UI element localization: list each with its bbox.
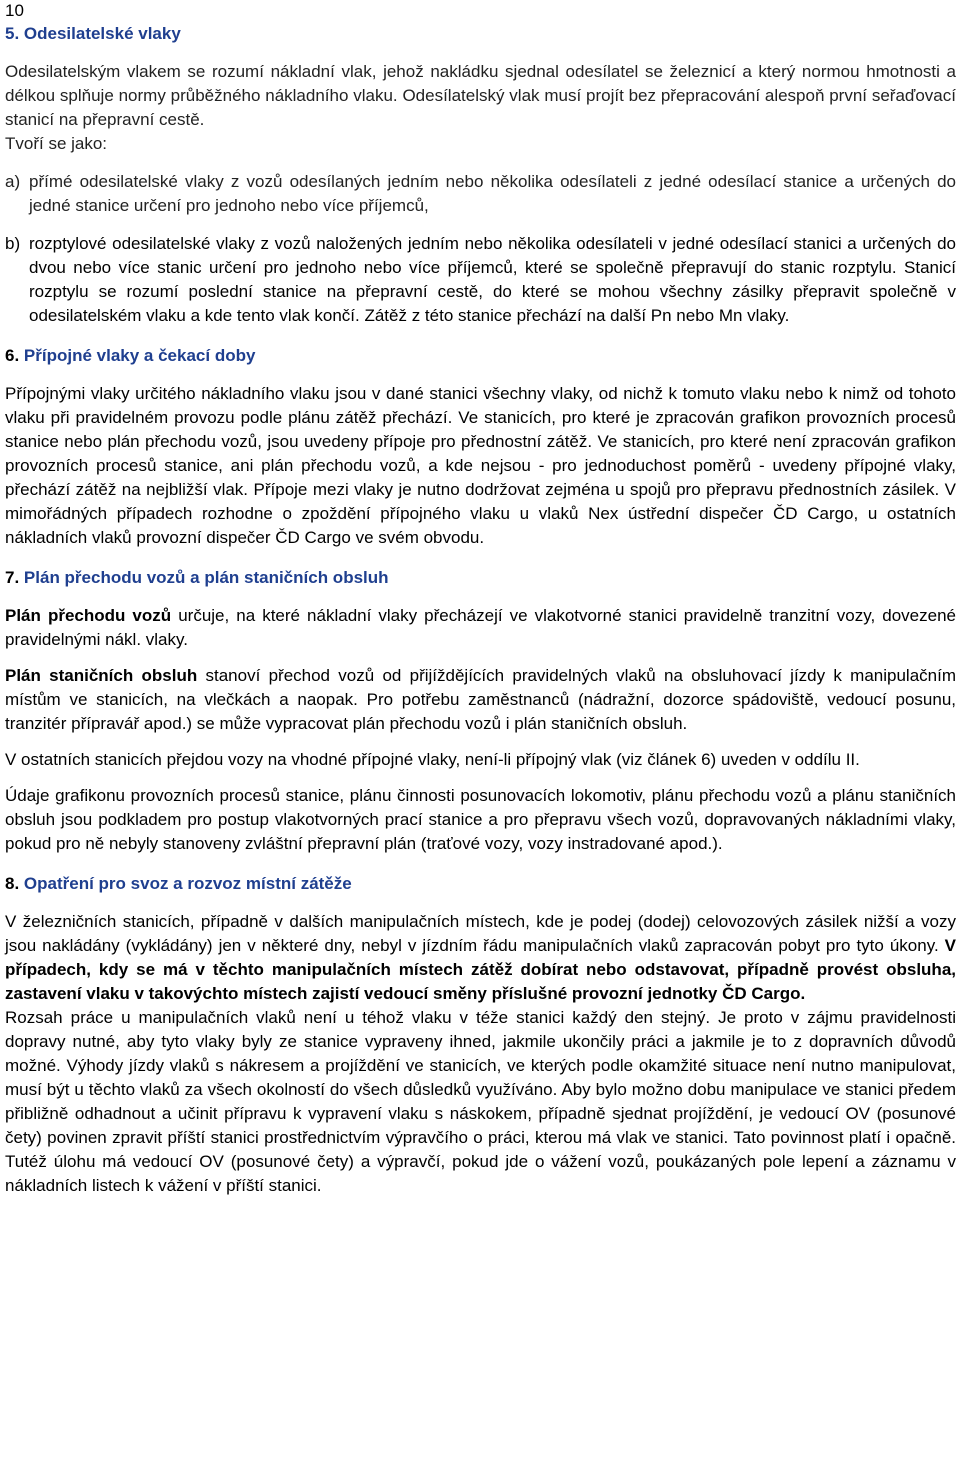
- section-7-number: 7.: [5, 568, 20, 587]
- section-8-title: Opatření pro svoz a rozvoz místní zátěže: [23, 874, 352, 893]
- section-7-paragraph-4: Údaje grafikonu provozních procesů stanice, plánu činnosti posunovacích lokomotiv, plánu přechodu vozů a plánu staničních obsluh jsou podkladem pro postup vlakotvorných prací stanice a pro přepravu všech vozů, dopravovaných nákladními vlaky, pokud pro ně nebyly stanoveny zvláštní přepravní plán (traťové vozy, vozy instradované apod.).: [5, 786, 956, 853]
- section-7-paragraph-1-text: určuje, na které nákladní vlaky přecházejí ve vlakotvorné stanici pravidelně tranzitní vozy, dovezené pravidelnými nákl. vlaky.: [5, 606, 956, 649]
- list-item-a: [5, 170, 956, 218]
- list-item-b: [5, 232, 956, 328]
- term-plan-prechodu: Plán přechodu vozů: [5, 606, 172, 625]
- list-item-b-text: rozptylové odesilatelské vlaky z vozů naložených jedním nebo několika odesílateli v jedné odesílací stanici a určených do dvou nebo více stanic určení pro jednoho nebo více příjemců, které se společně přepravují do stanic rozptylu. Stanicí rozptylu se rozumí poslední stanice na přepravní cestě, do které se mohou všechny zásilky přepravit společně v odesilatelském vlaku a kde tento vlak končí. Zátěž z této stanice přechází na další Pn nebo Mn vlaky.: [29, 234, 956, 325]
- section-8-paragraph-1: [5, 910, 956, 1006]
- section-7-paragraph-2-text: stanoví přechod vozů od přijíždějících pravidelných vlaků na obsluhovací jízdy k manipulačním místům ve stanicích, na vlečkách a naopak. Pro potřebu zaměstnanců (nádražní, dozorce spádoviště, vedoucí posunu, tranzitér přípravář apod.) se může vypracovat plán přechodu vozů i plán staničních obsluh.: [5, 666, 956, 733]
- section-5-paragraph-2: Tvoří se jako:: [5, 134, 108, 153]
- list-item-a-label: a): [5, 172, 21, 191]
- section-7-paragraph-2: [5, 664, 956, 736]
- section-8-paragraph-2: Rozsah práce u manipulačních vlaků není u téhož vlaku v téže stanici každý den stejný. Je proto v zájmu pravidelnosti dopravy nutné, aby tyto vlaky byly ze stanice vypraveny ihned, jakmile ukončily práci a jakmile je to z dopravních důvodů možné. Výhody jízdy vlaků s nákresem a projíždění ve stanicích, ve kterých podle okamžité situace není nutno manipulovat, musí být u těchto vlaků za všech okolností do všech důsledků využíváno. Aby bylo možno dobu manipulace ve stanici předem přibližně odhadnout a učinit přípravu k vypravení vlaku s náskokem, případně sjednat projíždění, je vedoucí OV (posunové čety) povinen zpravit příští stanici prostřednictvím výpravčího o práci, kterou má vlak ve stanici. Tato povinnost platí i opačně. Tutéž úlohu má vedoucí OV (posunové čety) a výpravčí, pokud jde o vážení vozů, poukázaných pole lepení a záznamu v nákladních listech k vážení v příští stanici.: [5, 1008, 956, 1195]
- list-item-b-label: b): [5, 234, 21, 253]
- section-7-paragraph-3: V ostatních stanicích přejdou vozy na vhodné přípojné vlaky, není-li přípojný vlak (viz článek 6) uveden v oddílu II.: [5, 750, 860, 769]
- section-8-heading: [5, 872, 956, 896]
- section-7-heading: [5, 566, 956, 590]
- section-8-paragraph-1-text: V železničních stanicích, případně v dalších manipulačních místech, kde je podej (dodej) celovozových zásilek nižší a vozy jsou nakládány (vykládány) jen v některé dny, nebyl v jízdním řádu manipulačních vlaků zapracován pobyt pro tyto úkony.: [5, 912, 956, 955]
- document-page: [5, 0, 956, 1198]
- page-number: 10: [5, 1, 24, 20]
- section-6-number: 6.: [5, 346, 20, 365]
- list-item-a-text: přímé odesilatelské vlaky z vozů odesílaných jedním nebo několika odesílateli z jedné odesílací stanice a určených do jedné stanice určení pro jednoho nebo více příjemců,: [29, 172, 956, 215]
- section-7-title: Plán přechodu vozů a plán staničních obsluh: [23, 568, 389, 587]
- section-6-title: Přípojné vlaky a čekací doby: [23, 346, 256, 365]
- section-5-heading: 5. Odesilatelské vlaky: [5, 24, 181, 43]
- section-6-heading: [5, 344, 956, 368]
- section-8-paragraph-1-bold: V případech, kdy se má v těchto manipulačních místech zátěž dobírat nebo odstavovat, případně provést obsluha, zastavení vlaku v takovýchto místech zajistí vedoucí směny příslušné provozní jednotky ČD Cargo.: [5, 936, 956, 1003]
- section-8-number: 8.: [5, 874, 20, 893]
- term-plan-obsluh: Plán staničních obsluh: [5, 666, 198, 685]
- section-5-paragraph-1: Odesilatelským vlakem se rozumí nákladní vlak, jehož nakládku sjednal odesílatel se železnicí a který normou hmotnosti a délkou splňuje normy průběžného nákladního vlaku. Odesílatelský vlak musí projít bez přepracování alespoň první seřaďovací stanicí na přepravní cestě.: [5, 62, 956, 129]
- section-7-paragraph-1: [5, 604, 956, 652]
- section-6-paragraph: Přípojnými vlaky určitého nákladního vlaku jsou v dané stanici všechny vlaky, od nichž k tomuto vlaku nebo k nimž od tohoto vlaku při pravidelném provozu podle plánu zátěž přechází. Ve stanicích, pro které je zpracován grafikon provozních procesů stanice nebo plán přechodu vozů, jsou uvedeny přípoje pro přednostní zátěž. Ve stanicích, pro které není zpracován grafikon provozních procesů stanice, ani plán přechodu vozů, a kde nejsou - pro jednoduchost poměrů - uvedeny přípojné vlaky, přechází zátěž na nejbližší vlak. Přípoje mezi vlaky je nutno dodržovat zejména u spojů pro přepravu přednostních zásilek. V mimořádných případech rozhodne o zpoždění přípojného vlaku u vlaků Nex ústřední dispečer ČD Cargo, u ostatních nákladních vlaků provozní dispečer ČD Cargo ve svém obvodu.: [5, 384, 956, 547]
